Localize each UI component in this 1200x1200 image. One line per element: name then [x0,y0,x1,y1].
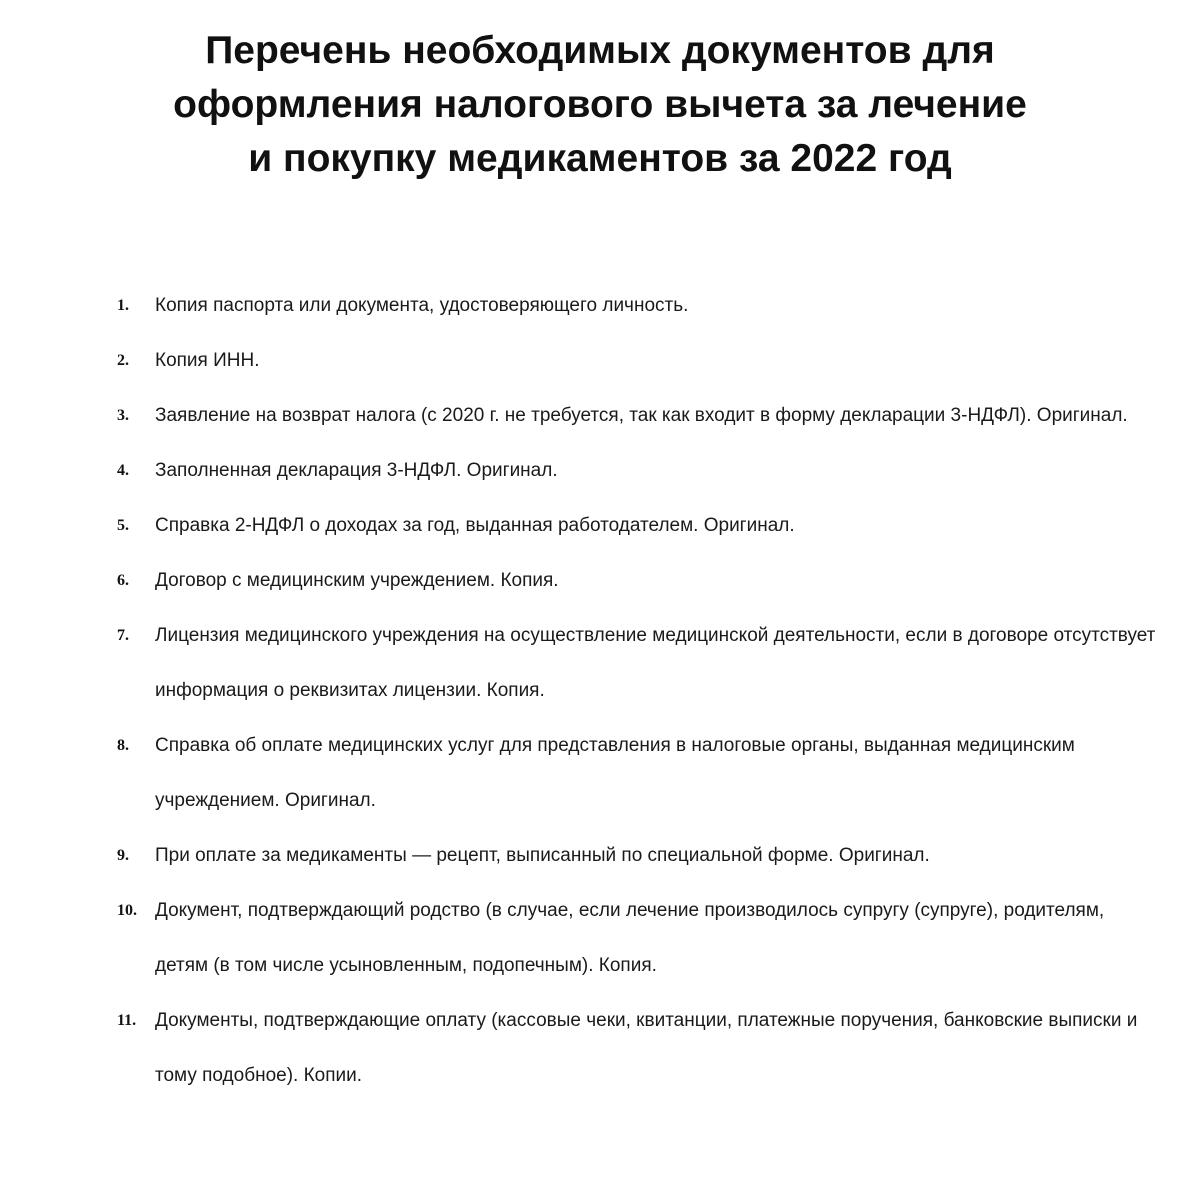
item-number: 11. [117,1012,137,1029]
item-text: Документы, подтверждающие оплату (кассовые чеки, квитанции, платежные поручения, банковские выписки и тому подобное). Копии. [155,1010,1138,1086]
item-text: Документ, подтверждающий родство (в случае, если лечение производилось супругу (супруге), родителям, детям (в том числе усыновленным, подопечным). Копия. [155,900,1105,976]
list-item [117,498,1157,553]
item-number: 8. [117,737,129,754]
title-line-3: и покупку медикаментов за 2022 год [248,137,952,180]
item-text: Справка об оплате медицинских услуг для представления в налоговые органы, выданная медицинским учреждением. Оригинал. [155,735,1075,811]
list-item [117,333,1157,388]
item-text: Копия паспорта или документа, удостоверяющего личность. [155,295,689,316]
item-text: Справка 2-НДФЛ о доходах за год, выданная работодателем. Оригинал. [155,515,795,536]
item-number: 7. [117,627,129,644]
list-item [117,883,1157,993]
item-text: Договор с медицинским учреждением. Копия. [155,570,559,591]
page-title [0,24,1200,186]
list-item [117,828,1157,883]
item-number: 10. [117,902,137,919]
list-item [117,278,1157,333]
item-number: 3. [117,407,129,424]
title-line-1: Перечень необходимых документов для [205,29,995,72]
item-text: Заполненная декларация 3-НДФЛ. Оригинал. [155,460,558,481]
item-number: 4. [117,462,129,479]
item-text: Копия ИНН. [155,350,260,371]
item-number: 5. [117,517,129,534]
item-text: При оплате за медикаменты — рецепт, выписанный по специальной форме. Оригинал. [155,845,930,866]
item-number: 1. [117,297,129,314]
item-number: 2. [117,352,129,369]
documents-list [117,278,1157,1103]
item-text: Заявление на возврат налога (с 2020 г. не требуется, так как входит в форму декларации 3-НДФЛ). Оригинал. [155,405,1128,426]
title-line-2: оформления налогового вычета за лечение [173,83,1027,126]
list-item [117,993,1157,1103]
list-item [117,388,1157,443]
list-item [117,443,1157,498]
list-item [117,608,1157,718]
item-number: 6. [117,572,129,589]
item-text: Лицензия медицинского учреждения на осуществление медицинской деятельности, если в договоре отсутствует информация о реквизитах лицензии. Копия. [155,625,1156,701]
list-item [117,553,1157,608]
list-item [117,718,1157,828]
item-number: 9. [117,847,129,864]
